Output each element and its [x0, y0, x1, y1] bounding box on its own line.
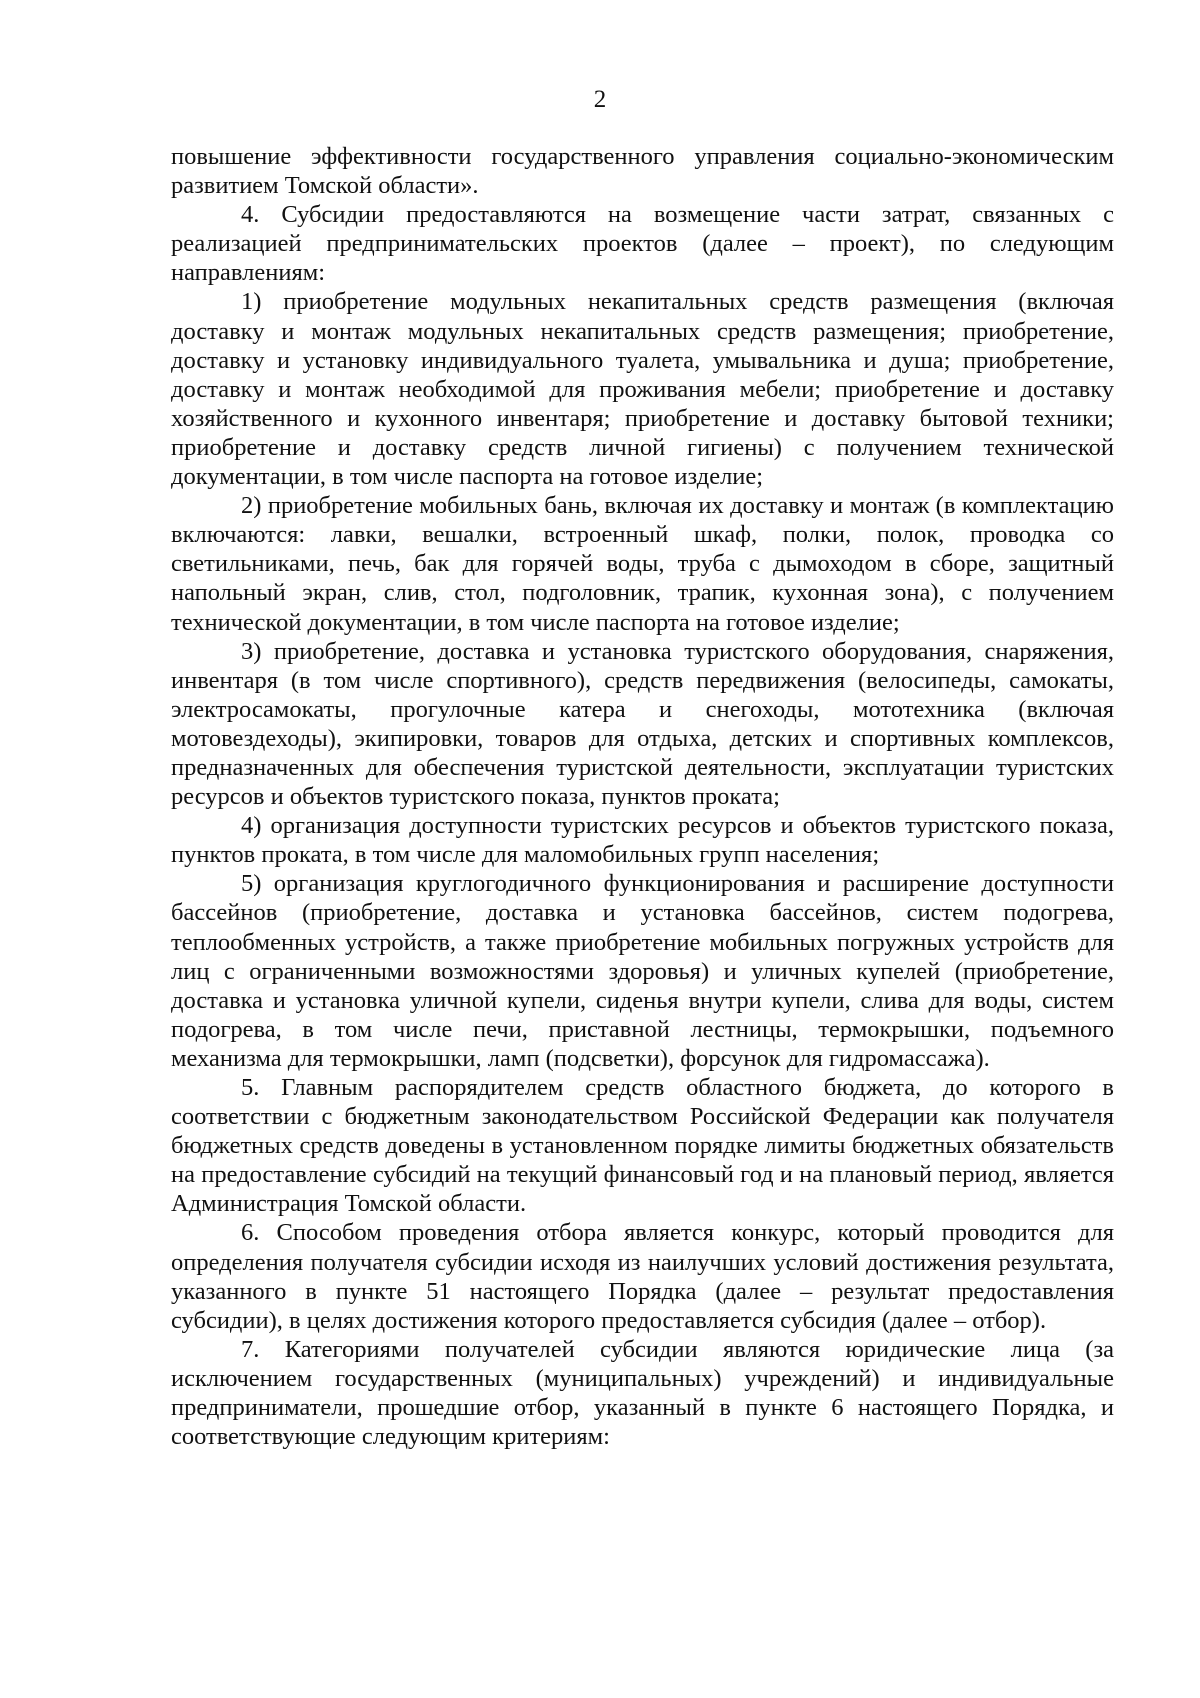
paragraph-item-6: 6. Способом проведения отбора является конкурс, который проводится для определения получателя субсидии исходя из наилучших условий достижения результата, указанного в пункте 51 настоящего Порядка (далее – результат предоставления субсидии), в целях достижения которого предоставляется субсидия (далее – отбор).: [171, 1219, 1114, 1334]
paragraph-continuation: повышение эффективности государственного управления социально-экономическим развитием Томской области».: [171, 143, 1114, 200]
paragraph-subitem-2: 2) приобретение мобильных бань, включая их доставку и монтаж (в комплектацию включаются: лавки, вешалки, встроенный шкаф, полки, полок, проводка со светильниками, печь, бак для горячей воды, труба с дымоходом в сборе, защитный напольный экран, слив, стол, подголовник, трапик, кухонная зона), с получением технической документации, в том числе паспорта на готовое изделие;: [171, 492, 1114, 636]
paragraph-subitem-3: 3) приобретение, доставка и установка туристского оборудования, снаряжения, инвентаря (в том числе спортивного), средств передвижения (велосипеды, самокаты, электросамокаты, прогулочные катера и снегоходы, мототехника (включая мотовездеходы), экипировки, товаров для отдыха, детских и спортивных комплексов, предназначенных для обеспечения туристской деятельности, эксплуатации туристских ресурсов и объектов туристского показа, пунктов проката;: [171, 637, 1114, 811]
paragraph-subitem-5: 5) организация круглогодичного функционирования и расширение доступности бассейнов (приобретение, доставка и установка бассейнов, систем подогрева, теплообменных устройств, а также приобретение мобильных погружных устройств для лиц с ограниченными возможностями здоровья) и уличных купелей (приобретение, доставка и установка уличной купели, сиденья внутри купели, слива для воды, систем подогрева, в том числе печи, приставной лестницы, термокрышки, подъемного механизма для термокрышки, ламп (подсветки), форсунок для гидромассажа).: [171, 870, 1114, 1072]
paragraph-item-7: 7. Категориями получателей субсидии являются юридические лица (за исключением государственных (муниципальных) учреждений) и индивидуальные предприниматели, прошедшие отбор, указанный в пункте 6 настоящего Порядка, и соответствующие следующим критериям:: [171, 1335, 1114, 1451]
paragraph-subitem-1: 1) приобретение модульных некапитальных средств размещения (включая доставку и монтаж модульных некапитальных средств размещения; приобретение, доставку и установку индивидуального туалета, умывальника и душа; приобретение, доставку и монтаж необходимой для проживания мебели; приобретение и доставку хозяйственного и кухонного инвентаря; приобретение и доставку бытовой техники; приобретение и доставку средств личной гигиены) с получением технической документации, в том числе паспорта на готовое изделие;: [171, 288, 1114, 491]
document-body: [171, 142, 1114, 1451]
paragraph-item-5: 5. Главным распорядителем средств областного бюджета, до которого в соответствии с бюджетным законодательством Российской Федерации как получателя бюджетных средств доведены в установленном порядке лимиты бюджетных обязательств на предоставление субсидий на текущий финансовый год и на плановый период, является Администрация Томской области.: [171, 1074, 1114, 1218]
paragraph-subitem-4: 4) организация доступности туристских ресурсов и объектов туристского показа, пунктов проката, в том числе для маломобильных групп населения;: [171, 812, 1114, 869]
page-number: 2: [593, 86, 607, 113]
paragraph-item-4: 4. Субсидии предоставляются на возмещение части затрат, связанных с реализацией предпринимательских проектов (далее – проект), по следующим направлениям:: [171, 201, 1114, 287]
